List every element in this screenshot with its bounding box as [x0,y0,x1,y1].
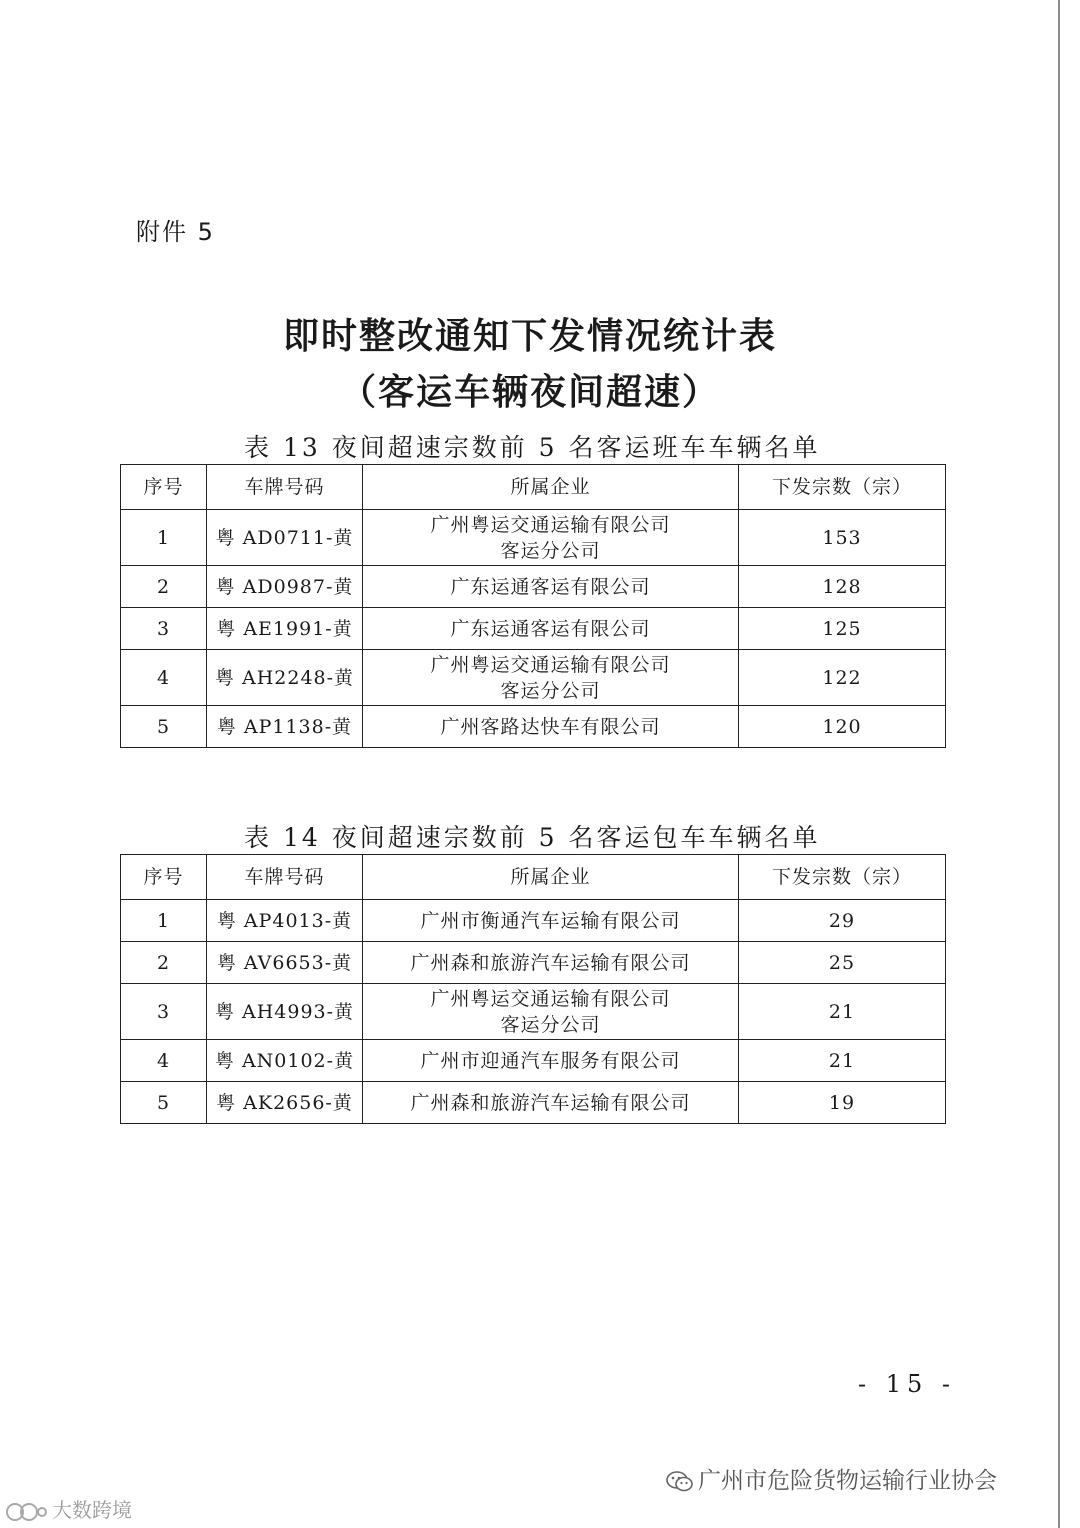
header-company: 所属企业 [363,465,739,510]
row-company: 广州森和旅游汽车运输有限公司 [363,942,739,984]
row-count: 19 [739,1082,946,1124]
page-number: - 15 - [858,1370,957,1398]
row-count: 21 [739,984,946,1040]
row-count: 153 [739,510,946,566]
row-plate: 粤 AP4013-黄 [207,900,363,942]
brand-logo-icon [4,1501,48,1523]
row-plate: 粤 AD0987-黄 [207,566,363,608]
row-plate: 粤 AP1138-黄 [207,706,363,748]
row-company: 广东运通客运有限公司 [363,608,739,650]
row-no: 3 [121,984,207,1040]
company-line1: 广州粤运交通运输有限公司 [430,513,671,536]
table-row [121,650,946,706]
watermark-brand-text: 大数跨境 [52,1498,132,1522]
table-row [121,510,946,566]
row-count: 29 [739,900,946,942]
document-title: 即时整改通知下发情况统计表 [282,316,777,357]
header-plate: 车牌号码 [207,465,363,510]
row-plate: 粤 AE1991-黄 [207,608,363,650]
header-count: 下发宗数（宗） [739,465,946,510]
page-edge-line [1058,0,1060,1528]
table-header-row [121,465,946,510]
row-no: 4 [121,1040,207,1082]
table-header-row [121,855,946,900]
table-row [121,984,946,1040]
row-company: 广州森和旅游汽车运输有限公司 [363,1082,739,1124]
row-company: 广州客路达快车有限公司 [363,706,739,748]
company-line1: 广州粤运交通运输有限公司 [430,653,671,676]
document-subtitle: （客运车辆夜间超速） [339,372,720,413]
attachment-label: 附件 5 [136,218,215,246]
row-no: 5 [121,1082,207,1124]
row-plate: 粤 AV6653-黄 [207,942,363,984]
table-row [121,566,946,608]
row-count: 120 [739,706,946,748]
company-line1: 广州粤运交通运输有限公司 [430,987,671,1010]
row-plate: 粤 AD0711-黄 [207,510,363,566]
table-row [121,900,946,942]
table-row [121,1082,946,1124]
company-line2: 客运分公司 [500,1013,601,1036]
table14 [120,854,946,1124]
row-company [363,650,739,706]
watermark-association-text: 广州市危险货物运输行业协会 [698,1468,997,1494]
table14-caption: 表 14 夜间超速宗数前 5 名客运包车车辆名单 [244,823,821,852]
company-line2: 客运分公司 [500,679,601,702]
row-plate: 粤 AN0102-黄 [207,1040,363,1082]
table-row [121,706,946,748]
row-company: 广东运通客运有限公司 [363,566,739,608]
watermark-brand [4,1494,132,1523]
row-company: 广州市衡通汽车运输有限公司 [363,900,739,942]
row-company [363,984,739,1040]
row-no: 1 [121,510,207,566]
header-plate: 车牌号码 [207,855,363,900]
header-no: 序号 [121,465,207,510]
table-row [121,942,946,984]
row-no: 5 [121,706,207,748]
row-no: 1 [121,900,207,942]
row-count: 21 [739,1040,946,1082]
header-no: 序号 [121,855,207,900]
row-company: 广州市迎通汽车服务有限公司 [363,1040,739,1082]
watermark-association [666,1462,997,1495]
row-no: 4 [121,650,207,706]
row-count: 122 [739,650,946,706]
row-no: 2 [121,566,207,608]
row-count: 25 [739,942,946,984]
row-count: 128 [739,566,946,608]
wechat-icon [666,1471,694,1493]
table13 [120,464,946,748]
row-plate: 粤 AH4993-黄 [207,984,363,1040]
row-count: 125 [739,608,946,650]
company-line2: 客运分公司 [500,539,601,562]
header-count: 下发宗数（宗） [739,855,946,900]
table-row [121,1040,946,1082]
header-company: 所属企业 [363,855,739,900]
table-row [121,608,946,650]
table13-caption: 表 13 夜间超速宗数前 5 名客运班车车辆名单 [244,433,821,462]
row-no: 2 [121,942,207,984]
row-no: 3 [121,608,207,650]
row-company [363,510,739,566]
row-plate: 粤 AK2656-黄 [207,1082,363,1124]
row-plate: 粤 AH2248-黄 [207,650,363,706]
